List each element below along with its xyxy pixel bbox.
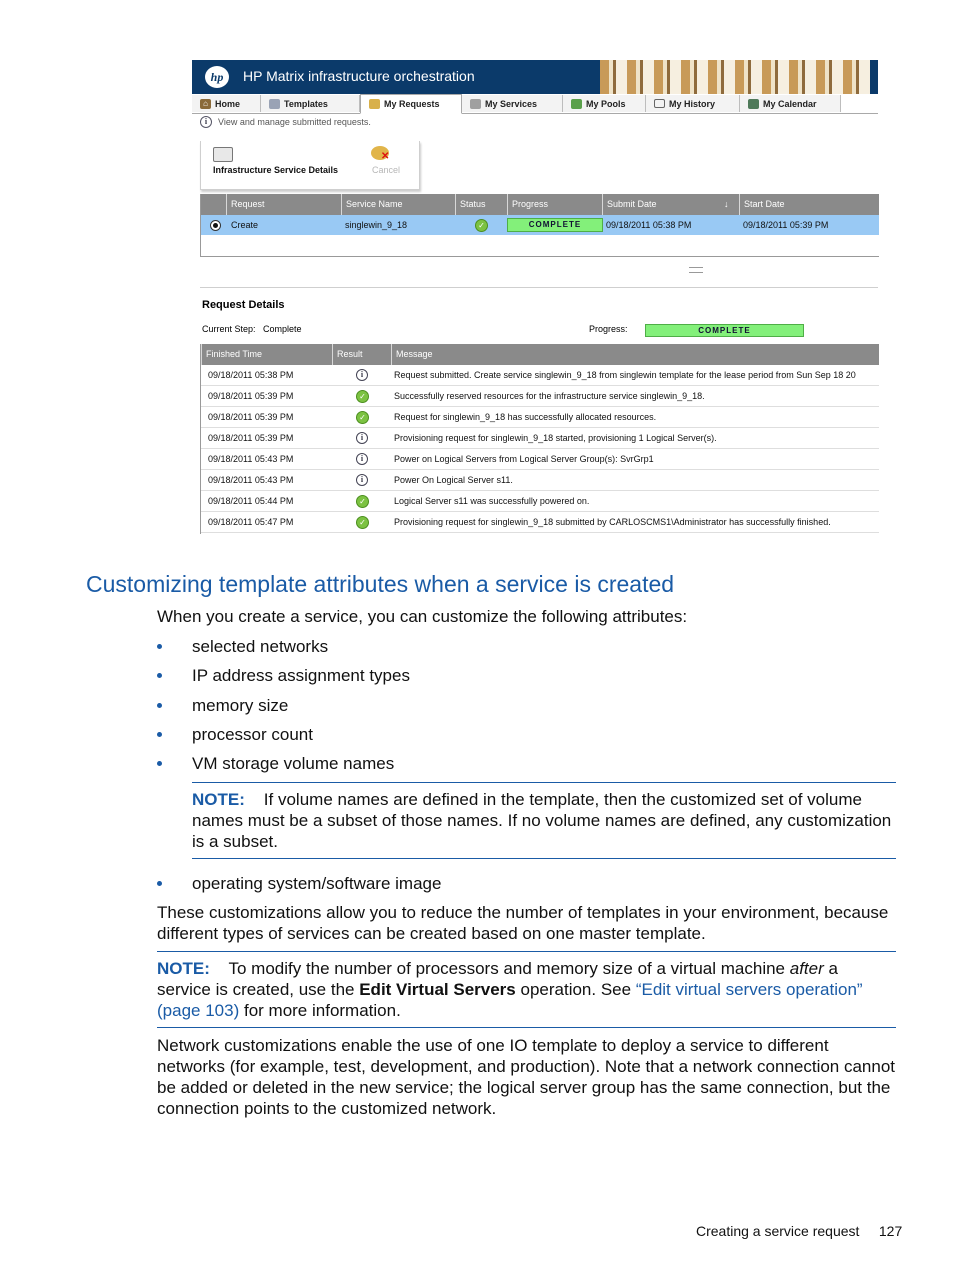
section-heading: Customizing template attributes when a service is created xyxy=(86,571,675,597)
info-icon: i xyxy=(356,369,368,381)
table-row[interactable] xyxy=(201,470,879,491)
service-details-icon xyxy=(213,147,233,162)
details-progress-bar: COMPLETE xyxy=(645,324,804,337)
app-title: HP Matrix infrastructure orchestration xyxy=(243,68,475,84)
message: Logical Server s11 was successfully powered on. xyxy=(394,496,590,506)
page-footer: Creating a service request 127 xyxy=(696,1223,903,1239)
requests-table xyxy=(200,194,879,257)
resize-handle[interactable] xyxy=(689,267,703,273)
history-icon xyxy=(654,99,665,108)
table-header xyxy=(201,194,879,215)
success-icon: ✓ xyxy=(356,516,369,529)
message: Request for singlewin_9_18 has successfully allocated resources. xyxy=(394,412,657,422)
finished-time: 09/18/2011 05:43 PM xyxy=(208,454,294,464)
current-step: Current Step: Complete xyxy=(202,324,302,334)
finished-time: 09/18/2011 05:47 PM xyxy=(208,517,294,527)
pools-icon xyxy=(571,99,582,109)
page-subtitle: i View and manage submitted requests. xyxy=(200,116,371,128)
message: Power On Logical Server s11. xyxy=(394,475,513,485)
message: Provisioning request for singlewin_9_18 submitted by CARLOSCMS1\Administrator has successfully finished. xyxy=(394,517,831,527)
col-message[interactable]: Message xyxy=(391,344,879,365)
app-header xyxy=(192,60,878,94)
col-result[interactable]: Result xyxy=(332,344,391,365)
table-row[interactable] xyxy=(201,449,879,470)
finished-time: 09/18/2011 05:43 PM xyxy=(208,475,294,485)
tab-my-calendar[interactable]: My Calendar xyxy=(740,95,841,112)
finished-time: 09/18/2011 05:39 PM xyxy=(208,391,294,401)
nav-tabs xyxy=(192,95,878,114)
request-details-table xyxy=(200,344,879,534)
table-row[interactable] xyxy=(201,491,879,512)
hp-logo: hp xyxy=(205,66,229,88)
success-icon: ✓ xyxy=(356,495,369,508)
info-icon: i xyxy=(356,474,368,486)
col-request[interactable]: Request xyxy=(226,194,341,215)
details-progress-label: Progress: xyxy=(589,324,628,334)
info-icon: i xyxy=(356,453,368,465)
col-start-date[interactable]: Start Date xyxy=(739,194,879,215)
info-icon: i xyxy=(356,432,368,444)
col-status[interactable]: Status xyxy=(455,194,507,215)
cancel-button[interactable]: Cancel xyxy=(372,165,401,175)
tab-my-pools[interactable]: My Pools xyxy=(563,95,646,112)
table-header xyxy=(201,344,879,365)
table-row[interactable]: Create singlewin_9_18 ✓ COMPLETE 09/18/2011 05:38 PM 09/18/2011 05:39 PM xyxy=(201,215,879,235)
success-icon: ✓ xyxy=(475,219,488,232)
finished-time: 09/18/2011 05:38 PM xyxy=(208,370,294,380)
finished-time: 09/18/2011 05:39 PM xyxy=(208,412,294,422)
templates-icon xyxy=(269,99,280,109)
note-2: NOTE: To modify the number of processors and memory size of a virtual machine after a service is created, use the Edit Virtual Servers operation. See “Edit virtual servers operation” (page 103) for more information. xyxy=(157,959,863,1020)
table-row[interactable] xyxy=(201,428,879,449)
col-service-name[interactable]: Service Name xyxy=(341,194,455,215)
success-icon: ✓ xyxy=(356,411,369,424)
requests-icon xyxy=(369,99,380,109)
paragraph: Network customizations enable the use of one IO template to deploy a service to different networks (for example, test, development, and production). Note that a network connection cannot be added or deleted in the new service; the logical server group has the same connection, but the connection points to the customized network. xyxy=(157,1036,896,1118)
table-row[interactable] xyxy=(201,365,879,386)
request-details-title: Request Details xyxy=(202,299,285,311)
tab-templates[interactable]: Templates xyxy=(261,95,360,112)
message: Provisioning request for singlewin_9_18 started, provisioning 1 Logical Server(s). xyxy=(394,433,717,443)
intro-paragraph: When you create a service, you can customize the following attributes: xyxy=(157,607,688,626)
home-icon: ⌂ xyxy=(200,99,211,109)
paragraph: These customizations allow you to reduce the number of templates in your environment, because different types of services can be created based on one master template. xyxy=(157,903,889,943)
service-details-button[interactable]: Infrastructure Service Details xyxy=(213,165,339,175)
progress-bar: COMPLETE xyxy=(507,218,603,232)
table-row[interactable] xyxy=(201,386,879,407)
row-radio[interactable] xyxy=(210,220,221,231)
finished-time: 09/18/2011 05:44 PM xyxy=(208,496,294,506)
table-row[interactable] xyxy=(201,512,879,533)
message: Power on Logical Servers from Logical Server Group(s): SvrGrp1 xyxy=(394,454,654,464)
tab-home[interactable]: ⌂ Home xyxy=(192,95,261,112)
table-row[interactable] xyxy=(201,407,879,428)
success-icon: ✓ xyxy=(356,390,369,403)
col-progress[interactable]: Progress xyxy=(507,194,602,215)
services-icon xyxy=(470,99,481,109)
tab-my-services[interactable]: My Services xyxy=(462,95,563,112)
tab-my-history[interactable]: My History xyxy=(646,95,740,112)
finished-time: 09/18/2011 05:39 PM xyxy=(208,433,294,443)
info-icon: i xyxy=(200,116,212,128)
sort-down-icon: ↓ xyxy=(724,199,729,209)
page-number: 127 xyxy=(878,1223,903,1239)
col-finished-time[interactable]: Finished Time xyxy=(201,344,332,365)
tab-my-requests[interactable]: My Requests xyxy=(360,94,462,114)
page-link[interactable]: “Edit virtual servers operation” (page 103) xyxy=(157,980,863,1020)
header-banner-image xyxy=(600,60,870,94)
message: Request submitted. Create service singlewin_9_18 from singlewin template for the lease period from Sun Sep 18 20 xyxy=(394,370,856,380)
message: Successfully reserved resources for the infrastructure service singlewin_9_18. xyxy=(394,391,705,401)
note-1: NOTE: If volume names are defined in the template, then the customized set of volume names must be a subset of those names. If no volume names are defined, any customization is a subset. xyxy=(192,790,892,851)
action-panel: Infrastructure Service Details ✕ Cancel xyxy=(200,141,420,190)
calendar-icon xyxy=(748,99,759,109)
col-submit-date[interactable]: Submit Date xyxy=(602,194,739,215)
